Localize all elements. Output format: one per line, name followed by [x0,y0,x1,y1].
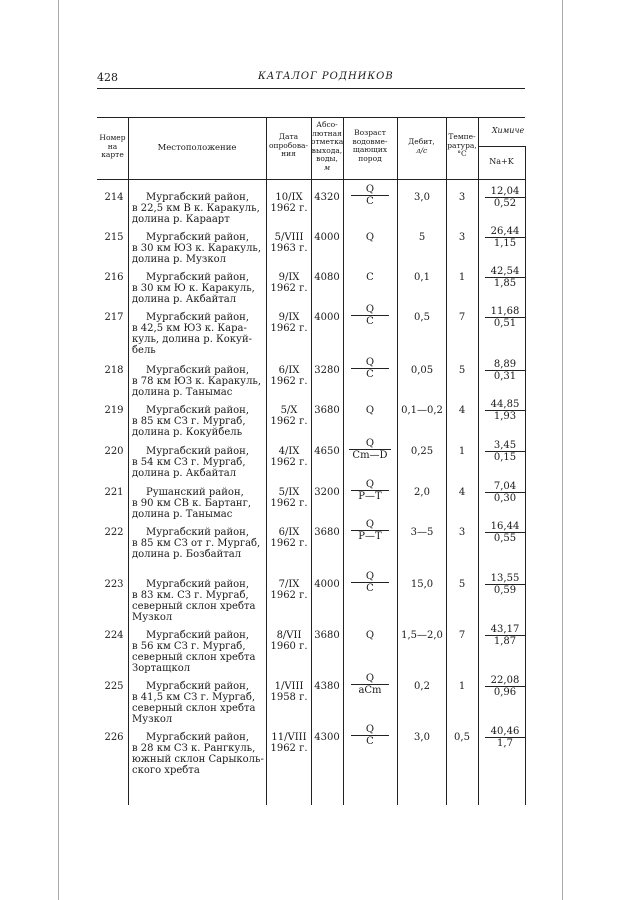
row-altitude: 4000 [314,312,340,323]
row-temperature: 1 [458,272,466,283]
row-flow: 0,2 [414,681,430,692]
row-age [345,673,395,696]
row-number: 219 [104,405,124,416]
header-location: Местоположение [157,143,237,153]
row-flow: 1,5—2,0 [401,630,443,641]
fraction: $\frac{44,85}{1,93}$ [485,399,525,422]
row-chemistry [480,306,530,329]
row-altitude: 4000 [314,232,340,243]
fraction: $\frac{Q}{C}$ [351,571,389,594]
row-temperature: 4 [458,487,466,498]
row-age: Q [365,405,375,416]
row-age [345,479,395,502]
row-date: 11/VIII 1962 г. [270,732,308,754]
scan-edge-right [562,0,563,900]
row-location: Мургабский район, в 85 км СЗ г. Мургаб, долина р. Кокуйбель [132,405,249,438]
row-age: Q [365,232,375,243]
row-chemistry [480,573,530,596]
col-divider [397,117,398,805]
row-date: 6/IX 1962 г. [270,527,308,549]
header-age: Возраст водовме- щающих пород [352,128,388,163]
row-location: Рушанский район, в 90 км СВ к. Бартанг, долина р. Танымас [132,487,251,520]
col-divider [478,117,479,805]
row-flow: 0,05 [410,365,434,376]
row-chemistry [480,726,530,749]
row-flow: 0,1—0,2 [401,405,443,416]
header-chem-na-k: Na+K [489,157,514,166]
page-number: 428 [97,71,118,84]
row-location: Мургабский район, в 30 км Ю к. Каракуль, долина р. Акбайтал [132,272,255,305]
fraction: $\frac{3,45}{0,15}$ [485,440,525,463]
row-altitude: 3200 [314,487,340,498]
row-altitude: 3680 [314,405,340,416]
row-flow: 5 [418,232,426,243]
row-location: Мургабский район, в 22,5 км В к. Каракуль, долина р. Караарт [132,192,260,225]
fraction: $\frac{12,04}{0,52}$ [485,186,525,209]
row-temperature: 3 [458,232,466,243]
row-flow: 15,0 [410,579,434,590]
row-flow: 2,0 [414,487,430,498]
fraction: $\frac{Q}{C}$ [351,304,389,327]
row-date: 6/IX 1962 г. [270,365,308,387]
row-age [345,519,395,542]
row-number: 218 [104,365,124,376]
row-number: 217 [104,312,124,323]
row-age: Q [365,630,375,641]
row-number: 224 [104,630,124,641]
row-chemistry [480,266,530,289]
row-flow: 3,0 [414,732,430,743]
header-chemistry: Химиче [491,126,525,135]
row-age [345,304,395,327]
row-age [345,724,395,747]
row-temperature: 1 [458,681,466,692]
row-age: C [366,272,374,283]
row-location: Мургабский район, в 54 км СЗ г. Мургаб, долина р. Акбайтал [132,446,249,479]
fraction: $\frac{Q}{C}$ [351,357,389,380]
fraction: $\frac{Q}{P—T}$ [351,519,389,542]
row-age [345,184,395,207]
row-date: 8/VII 1960 г. [270,630,308,652]
fraction: $\frac{Q}{\text{aCm}}$ [351,673,389,696]
row-temperature: 0,5 [454,732,470,743]
header-rule [97,88,525,89]
col-divider [266,117,267,805]
row-date: 4/IX 1962 г. [270,446,308,468]
row-temperature: 7 [458,312,466,323]
row-date: 5/IX 1962 г. [270,487,308,509]
row-temperature: 4 [458,405,466,416]
row-altitude: 3280 [314,365,340,376]
fraction: $\frac{13,55}{0,59}$ [485,573,525,596]
fraction: $\frac{22,08}{0,96}$ [485,675,525,698]
row-age [345,357,395,380]
row-number: 225 [104,681,124,692]
header-number: Номер на карте [99,133,126,159]
row-temperature: 3 [458,527,466,538]
row-altitude: 3680 [314,630,340,641]
row-number: 220 [104,446,124,457]
row-chemistry [480,624,530,647]
fraction: $\frac{Q}{P—T}$ [351,479,389,502]
header-date: Дата опробова- ния [268,132,309,158]
row-location: Мургабский район, в 83 км. СЗ г. Мургаб, северный склон хребта Музкол [132,579,256,623]
row-date: 5/VIII 1963 г. [270,232,308,254]
running-head: КАТАЛОГ РОДНИКОВ [258,71,394,82]
row-date: 10/IX 1962 г. [270,192,308,214]
fraction: $\frac{42,54}{1,85}$ [485,266,525,289]
header-flow: Дебит, л/с [408,137,435,155]
row-chemistry [480,186,530,209]
row-flow: 3—5 [410,527,434,538]
row-location: Мургабский район, в 30 км ЮЗ к. Каракуль, долина р. Музкол [132,232,262,265]
fraction: $\frac{Q}{Cm—D}$ [349,438,390,461]
chem-sub-rule [478,146,525,147]
fraction: $\frac{43,17}{1,87}$ [485,624,525,647]
row-number: 216 [104,272,124,283]
row-chemistry [480,675,530,698]
fraction: $\frac{40,46}{1,7}$ [485,726,525,749]
fraction: $\frac{16,44}{0,55}$ [485,521,525,544]
row-location: Мургабский район, в 42,5 км ЮЗ к. Кара- куль, долина р. Кокуй- бель [132,312,252,356]
row-number: 221 [104,487,124,498]
fraction: $\frac{Q}{C}$ [351,184,389,207]
fraction: $\frac{11,68}{0,51}$ [485,306,525,329]
row-location: Мургабский район, в 41,5 км СЗ г. Мургаб, северный склон хребта Музкол [132,681,256,725]
fraction: $\frac{26,44}{1,15}$ [485,226,525,249]
row-number: 214 [104,192,124,203]
row-location: Мургабский район, в 56 км СЗ г. Мургаб, северный склон хребта Зортащкол [132,630,256,674]
row-date: 7/IX 1962 г. [270,579,308,601]
row-chemistry [480,226,530,249]
row-altitude: 4080 [314,272,340,283]
row-age [345,571,395,594]
header-altitude: Абсо- лютная отметка выхода, воды, м [311,120,344,172]
row-chemistry [480,399,530,422]
row-location: Мургабский район, в 78 км ЮЗ к. Каракуль, долина р. Танымас [132,365,262,398]
col-divider [128,117,129,805]
row-number: 226 [104,732,124,743]
row-chemistry [480,521,530,544]
row-number: 215 [104,232,124,243]
row-date: 9/IX 1962 г. [270,272,308,294]
row-altitude: 4320 [314,192,340,203]
row-date: 1/VIII 1958 г. [270,681,308,703]
scan-edge-left [58,0,59,900]
row-flow: 0,25 [410,446,434,457]
col-divider [446,117,447,805]
row-altitude: 4380 [314,681,340,692]
row-altitude: 4300 [314,732,340,743]
row-chemistry [480,440,530,463]
row-location: Мургабский район, в 85 км СЗ от г. Мургаб, долина р. Бозбайтал [132,527,261,560]
row-number: 223 [104,579,124,590]
row-date: 9/IX 1962 г. [270,312,308,334]
row-altitude: 4000 [314,579,340,590]
row-flow: 0,5 [414,312,430,323]
row-age [345,438,395,461]
row-altitude: 3680 [314,527,340,538]
row-flow: 3,0 [414,192,430,203]
row-number: 222 [104,527,124,538]
fraction: $\frac{7,04}{0,30}$ [485,481,525,504]
fraction: $\frac{8,89}{0,31}$ [485,359,525,382]
row-altitude: 4650 [314,446,340,457]
col-divider [311,117,312,805]
row-temperature: 5 [458,579,466,590]
row-flow: 0,1 [414,272,430,283]
row-temperature: 5 [458,365,466,376]
row-location: Мургабский район, в 28 км СЗ к. Рангкуль, южный склон Сарыколь- ского хребта [132,732,264,776]
row-date: 5/X 1962 г. [270,405,308,427]
row-temperature: 1 [458,446,466,457]
header-temperature: Темпе- ратура, °С [447,132,477,158]
col-divider [343,117,344,805]
row-chemistry [480,359,530,382]
fraction: $\frac{Q}{C}$ [351,724,389,747]
row-temperature: 3 [458,192,466,203]
row-chemistry [480,481,530,504]
row-temperature: 7 [458,630,466,641]
